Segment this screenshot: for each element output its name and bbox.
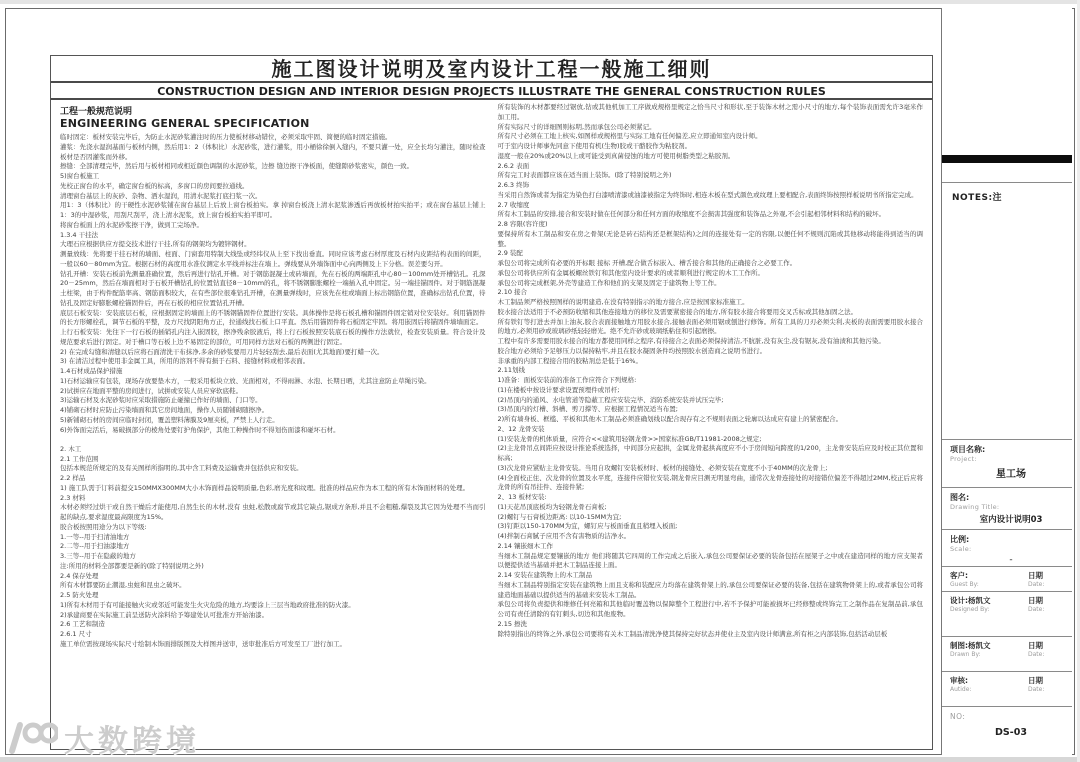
guest-label-en: Guest By: <box>950 581 979 588</box>
drawing-title-section <box>942 488 1072 530</box>
spec-paragraph: 当采用自然饰或者为指定为染色打白漆喷清漆或油漆被指定为终饰时,相连木板在型式颜色或纹理上要相配合,表面终饰按照样板说明书所指定完成。 <box>497 190 918 199</box>
spec-paragraph: 2.6.2 表面 <box>497 161 530 170</box>
spec-paragraph: (1)在楼板中按设计要求设置预埋件或吊杆; <box>497 385 620 394</box>
spec-paragraph: 2、13 板材安装: <box>497 493 547 501</box>
spec-paragraph: 2、12 龙骨安装 <box>497 424 545 433</box>
designed-label-en: Designed By: <box>950 606 990 613</box>
spec-paragraph: 除特别指出的终饰之外,承包公司要将有关木工制品清洗净使其保持完好状态并使业主及室内设计师满意,所有柜之内部装饰,包括活动层板 <box>497 629 888 638</box>
audit-label-cn: 审核: <box>950 676 968 685</box>
spec-paragraph: 1.3.4 干挂法 <box>60 230 99 239</box>
spec-paragraph: 当细木工制品规定要镶嵌的地方 他们将随其它四周的工作完成之后嵌入,承包公司要保证必要的装备包括在屋架子之中或在建造同样的地方应支架者以便提供适当基础并把木工制品连接上面。 <box>497 551 923 570</box>
designed-date-cn: 日期 <box>1028 596 1043 605</box>
spec-paragraph: 木工制品须严格按照图样的说明建造,在没有特别指示的地方接合,应是按国家标准施工。 <box>497 298 749 306</box>
spec-paragraph: 胶合板按照用途分为以下等级: <box>60 522 147 531</box>
spec-paragraph: 3.三等--用于在隐蔽的地方 <box>60 552 136 560</box>
notes-label: NOTES:注 <box>952 193 1003 203</box>
spec-paragraph: 要保持所有木工制品和安在房之骨架(无论是砖石结构还是框架结构)之间的连接处有一定的容限,以便任何不规则沉陷或其他移动将能得到适当的调整。 <box>497 229 923 248</box>
drawing-label-en: Drawing Title: <box>950 503 1000 511</box>
spec-paragraph: 所有尺寸必须在工地上核实,如图样或规格里与实际工地有任何偏差,应立即通知室内设计师。 <box>497 132 762 141</box>
page-edge-top <box>0 0 1080 4</box>
drawn-date-cn: 日期 <box>1028 641 1043 650</box>
scale-value: - <box>1009 555 1013 565</box>
title-block-black-bar <box>942 155 1072 163</box>
spec-paragraph: 临时固定：板材安装完毕后，为防止水泥砂浆灌注时的压力使板材移动错位，必须采取牢固、简便的临时固定措施。 <box>60 133 392 141</box>
spec-paragraph: 承包公司将完成框架,外壳等建造工作和他们的支架及固定于建筑物上等工作。 <box>497 278 721 287</box>
spec-paragraph: 钻孔开槽：安装石板前先测量准确位置，然后再进行钻孔开槽。对于钢筋混凝土或砖墙面，先在石板的两端距孔中心80－100mm处开槽钻孔。孔深20－25mm，然后在墙面相对于石板开槽钻孔的位置钻直径8－10mm的孔，将不锈钢膨胀螺栓一端插入孔中固定。另一端挂锚固件。对于钢筋混凝土柱梁，由于构件配筋率高、钢筋面积较大，在有些部位很难钻孔开槽，在测量弹线时，应该先在柱或墙面上标出钢筋位置，准确标出钻孔位置，待钻孔及固定好膨胀螺栓锚固件后，再在石板的相应位置钻孔开槽。 <box>60 269 486 307</box>
spec-paragraph: 胶水接合法适用于不必预防收缩和其他连接地方的移位及需要紧密接合的地方,所有胶水接合将要用交叉舌标或其他加固之法。 <box>497 307 858 316</box>
designed-date-en: Date: <box>1028 606 1045 613</box>
spec-paragraph: 2.7 收缩度 <box>497 200 530 209</box>
spec-paragraph: 所有木材都要防止潮湿,虫蛀和昆虫之破坏。 <box>60 581 186 590</box>
spec-paragraph: 所有铁钉等打进去并加上油灰,胶合表面接触地方用胶水接合,接触表面必须用锯或刨进行修饰。所有工具的刀刃必须尖利,夹板的表面需要用胶水接合的地方,必须用砂或玻璃砂纸轻轻磨光。绝不允许砂或玻璃纸粘住和引起磨擦。 <box>497 317 923 336</box>
spec-paragraph: 当细木工制品特别指定安装在建筑物上而且支称和装配应力均落在建筑骨架上的,承包公司要保证必要的装备,包括在建筑物骨架上的,或者承包公司将建造地面基础以提供适当的基础来安装木工制品。 <box>497 580 923 599</box>
designed-row <box>942 592 1072 637</box>
spec-paragraph: 承包公司将供应所有金属板螺丝铁钉和其他室内设计要求的或者顺利进行规定的木工工作所。 <box>497 268 764 277</box>
spec-paragraph: 所有装饰的木材都要经过锯放,钻或其他机加工工序做成规格里规定之恰当尺寸和形状,至于装饰木材之需小尺寸的地方,每个装饰表面需允许3毫米作加工用。 <box>497 103 923 121</box>
spec-paragraph: 湿度一般在20%或20%以上或可能受到真菌侵蚀的地方可使用树脂类型之粘胶剂。 <box>497 151 735 160</box>
spec-paragraph: 2.2 样品 <box>60 474 86 482</box>
spec-paragraph: (2)螺钉与石膏板边距离: 以10-15MM为宜; <box>497 512 622 521</box>
scale-section <box>942 530 1072 567</box>
audit-label-en: Autide: <box>950 686 972 693</box>
spec-paragraph: 2.9 装配 <box>497 249 523 258</box>
spec-paragraph: 2.3 材料 <box>60 493 86 502</box>
audit-date-cn: 日期 <box>1028 676 1043 685</box>
spec-paragraph: 包括本规范所规定的及有关图样所指明的,其中含工料费及运输费并包括供应和安装。 <box>60 464 303 473</box>
spec-paragraph: 2. 木工 <box>60 444 82 453</box>
scale-label-en: Scale: <box>950 545 972 553</box>
guest-date-en: Date: <box>1028 581 1045 588</box>
spec-paragraph: 2.6 工艺和制造 <box>60 620 105 629</box>
spec-paragraph: 2.8 容限(容许度) <box>497 220 548 228</box>
guest-date-cn: 日期 <box>1028 571 1043 580</box>
drawing-number-section <box>942 707 1072 755</box>
spec-paragraph: 2.10 接合 <box>497 288 528 297</box>
page-edge-bottom <box>0 757 1080 762</box>
drawing-title: 室内设计说明03 <box>979 515 1043 525</box>
drawn-label-en: Drawn By: <box>950 651 981 658</box>
spec-paragraph: 5)新铺砌石材的房间应临时封闭，覆盖塑料薄膜及9厘夹板，严禁上人行走。 <box>60 415 279 424</box>
drawn-label-cn: 制图:杨凯文 <box>950 641 991 650</box>
spec-paragraph: 先校正窗台的水平，确定窗台板的标高，多窗口的房间要拉通线。 <box>60 181 249 190</box>
spec-paragraph: 所有完工时表面都应该在适当面上装饰。(除了特别说明之外) <box>497 171 672 180</box>
spec-paragraph: 2.6.1 尺寸 <box>60 630 92 638</box>
spec-paragraph: 2.5 防火处理 <box>60 591 99 599</box>
right-column <box>498 103 924 746</box>
spec-paragraph: 3) 在清洁过程中使用非金属工具，所用的溶剂不得有损于石料、接缝材料或相邻表面。 <box>60 357 310 366</box>
audit-date-en: Date: <box>1028 686 1045 693</box>
spec-paragraph: (4)拌制石膏腻子应用不含有害物质的洁净水。 <box>497 532 631 540</box>
sheet-title-cn: 施工图设计说明及室内设计工程一般施工细则 <box>51 56 932 83</box>
spec-paragraph: 承包公司将完成所有必要的开标眼 接标 开槽,配合做舌标嵌入、槽舌接合和其他的正确接合之必要工作。 <box>497 259 797 267</box>
spec-paragraph: 2.14 镶嵌细木工作 <box>497 541 554 550</box>
spec-paragraph: (3)吊顶内的灯槽、斜槽、剪刀撑等、应根据工程情况适当布置; <box>497 405 678 414</box>
guest-row <box>942 567 1072 592</box>
spec-paragraph: 2.11划线 <box>497 366 525 375</box>
spec-paragraph: (1)天花吊顶底板均为轻钢龙骨石膏板; <box>497 502 607 511</box>
spec-paragraph: 底层石板安装：安装底层石板，应根据固定的墙面上的不锈钢锚固件位置进行安装。具体操作是将石板孔槽和锚固件固定销对位安装好。利用锚固件的长方形螺栓孔，调节石板的平整，及方尺找阴阳角方正，拉通线找石板上口平直。然后用锚固件将石板固定牢固。将用嵌固后将锚固件墙墙面定。 <box>60 308 486 327</box>
brand-watermark-text: 大数跨境 <box>64 724 200 759</box>
spec-paragraph: 大理石应根据供应方提交技术进行干挂,所有的钢架均为镀锌钢材。 <box>60 240 251 249</box>
spec-paragraph: (3)钉距以150-170MM为宜，螺钉应与板面垂直且稍埋入板面; <box>497 522 678 531</box>
spec-paragraph: 1)石材运输应有包装，现场存放要垫木方，一般采用板块立放、光面相对，不得雨淋、水泡、长期日晒，尤其注意防止草绳污染。 <box>60 376 431 385</box>
spec-paragraph: 2) 在完成勾缝和清缝以后应将石面清洗干布抹净,多余的砂浆要用刀片轻轻刮去,最后表面(尤其地面)要打蜡一次。 <box>60 347 384 356</box>
spec-paragraph: 胶合地方必须给予足够压力以保持粘牢,并且在胶水凝固条件均按照胶水创造商之说明书进行。 <box>497 346 767 355</box>
spec-paragraph: 工程中有许多需要用胶水接合的地方都使用同样之程序,有待接合之表面必须保持清洁,不肮脏,没有灰尘,没有锯灰,没有油渍和其他污染。 <box>497 337 885 345</box>
drawn-date-en: Date: <box>1028 651 1045 658</box>
spec-paragraph: 用1：3（体积比）的干硬性水泥砂浆铺在窗台基层上后放上窗台板拍实。拿 掉窗台板浇上清水泥浆渗透后再放板材拍实拍平；或在窗台基层上铺上1：3的中湿砂浆，用刮尺刮平，浇上清水泥浆，放上窗台板拍实拍平即可。 <box>60 201 486 219</box>
spec-paragraph: 灌浆：先浇水湿润基面与板材内侧，然后用1：2（体积比）水泥砂浆，进行灌浆，用小桶徐徐倒入缝内，不要只灌一处，应全长均匀灌注，随时检查板材是否因灌浆而外移。 <box>60 142 486 161</box>
spec-paragraph: 所有实际尺寸的详细图则标明,然而承包公司必须紧记。 <box>497 122 656 131</box>
spec-paragraph: 2)所有墙身板、框槛、平板和其他木工制品必须准确划线以配合现存有之不规则表面之轮廓以达成应有建上的紧密配合。 <box>497 415 843 423</box>
sheet-main-frame <box>50 55 933 750</box>
spec-paragraph: 5)窗台板施工 <box>60 172 100 180</box>
scale-label-cn: 比例: <box>950 535 970 544</box>
project-section <box>942 440 1072 488</box>
spec-paragraph: (4)全面校正住、次龙骨的位置及水平度，连接件应错位安装,钢龙骨应目测无明显弯曲，通常次龙骨连接处的对接错位偏差不得超过2MM,校正后应将龙骨的所有吊挂件、连接件紧; <box>497 473 923 492</box>
spec-paragraph: 1)准备：面板安装前的准备工作应符合下列规格: <box>497 376 637 384</box>
spec-paragraph: 2.15 擦洗 <box>497 619 528 628</box>
spec-paragraph: (3)次龙骨应紧贴主龙骨安装。当用自攻螺钉安装板材时、板材的接缝处、必须安装在宽度不小于40MM的次龙骨上; <box>497 463 828 472</box>
designed-label-cn: 设计:杨凯文 <box>950 596 991 605</box>
spec-paragraph: 施工单位需按现场实际尺寸绘制木饰面排版图及大样图并送审，送审批准后方可发至工厂进行加工。 <box>60 639 346 648</box>
spec-paragraph: 2.1 工作范围 <box>60 454 99 463</box>
guest-label-cn: 客户: <box>950 571 968 580</box>
spec-paragraph: 1)所有木材用于有可能接触火灾或邻近可能发生火灾危险的地方,均要涂上三层当地政府批准的防火漆。 <box>60 600 355 609</box>
spec-paragraph: 1.一等--用于扫清油地方 <box>60 532 130 541</box>
spec-paragraph: (2)吊顶内的通风、水电管道等隐蔽工程应安装完毕、消防系统安装并试压完毕; <box>497 395 724 404</box>
spec-paragraph: 木材必须经过烘干或自然干燥后才能使用,自然生长的木材,没有 虫蛀,松散或腐节或其它缺点,锯成方条形,并且不会粗糙,爆裂及其它因为处理不当而引起的缺点,要求湿度最高限度为15%。 <box>60 503 486 521</box>
spec-columns <box>51 100 932 746</box>
spec-paragraph <box>60 435 486 445</box>
drawing-label-cn: 图名: <box>950 493 970 502</box>
spec-paragraph: 1.4石材成品保护措施 <box>60 367 123 375</box>
left-column <box>60 103 486 746</box>
spec-paragraph: 所有木工制品的安排,接合和安装时做在任何部分和任何方面的收缩度不会损害其强度和装饰品之外观,不会引起相邻材料和结构的破坏。 <box>497 210 886 219</box>
project-label-cn: 项目名称: <box>950 445 986 454</box>
spec-paragraph: 2.4 保存处理 <box>60 571 99 580</box>
left-column-heading-en: ENGINEERING GENERAL SPECIFICATION <box>60 117 310 130</box>
spec-paragraph: 3)运输石材及水泥砂浆时应采取措施防止碰撞已作好的墙面、门口等。 <box>60 396 262 405</box>
spec-paragraph: 6)外饰面完活后，易破损部分的棱角处要钉护角保护，其他工种操作时不得划伤面漆和碰坏石材。 <box>60 425 340 434</box>
spec-paragraph: 测量放线：先将要干挂石材的墙面、柱面、门窗套用特制大线坠或经纬仪从上至下找出垂直。同时应该考虑石材厚度及石材内皮距结构表面的间距，一般以60－80mm为宜。根据石材的高度用水准仪测定水平线并标注在墙上。弹线要从外墙饰面中心向两侧及上下分格。误差要匀开。 <box>60 250 486 268</box>
drawing-number: DS-03 <box>995 727 1027 738</box>
spec-paragraph: 2)承建商要在实际施工前呈送防火涂料给予筹建处认可批准方开始油漆。 <box>60 610 269 619</box>
spec-paragraph: (2)主龙骨吊点间距应按设计推论系统选择，中间部分应起拱，金属龙骨起拱高度应不小于房间短向跨度的1/200，主龙骨安装后应及时校正其位置和标高; <box>497 444 923 462</box>
left-column-heading-cn: 工程一般规范说明 <box>60 107 133 117</box>
notes-section <box>942 183 1072 440</box>
drawn-row <box>942 637 1072 672</box>
spec-paragraph: (1)安装龙骨的机体质量，应符合<<建筑用轻钢龙骨>>国家标准GB/T11981-2008之规定; <box>497 434 762 443</box>
spec-paragraph: 上行石板安装：先往下一行石板的插销孔内注入嵌固胶，擦净残余胶液后，将上行石板按照安装底石板的操作方法就位，检查安装质量。符合设计及规范要求后进行固定。对于槽口等石板上边不易固定的部位，可用同样方法对石板的两侧进行固定。 <box>60 328 486 346</box>
spec-paragraph: 可于室内设计师事先同意下使用有机(生物)胶或干酪胶作为粘胶剂。 <box>497 142 692 150</box>
spec-paragraph: 2.14 安装在建筑物上的木工制品 <box>497 571 593 579</box>
spec-paragraph: 1) 施工队需于订料前提交150MMX300MM大小木饰面样品说明质量,色彩,磨光度和纹理。批准的样品应作为本工程的所有木饰面材料的处理。 <box>60 483 470 492</box>
spec-paragraph: 2)试拼应在地面平整的房间进行，试拼或安装人员应穿软底鞋。 <box>60 386 243 395</box>
spec-paragraph: 2.二等--用于扫油漆地方 <box>60 542 130 551</box>
right-column-text <box>498 103 924 639</box>
title-block-gap <box>942 163 1072 183</box>
project-name: 星工场 <box>996 469 1026 480</box>
spec-paragraph: 清理窗台基层上的灰砂、杂物、洒水湿润，用清水泥浆打底扫浆一次。 <box>60 191 262 200</box>
spec-paragraph: 4)铺砌石材时应防止污染墙面和其它房间地面，操作人员随铺砌随擦净。 <box>60 406 269 414</box>
title-block-empty-top <box>942 8 1072 155</box>
drawing-number-label: NO: <box>950 712 966 721</box>
spec-paragraph: 承包公司将负责提供和维修任何亮箱和其他临时覆盖物以保障整个工程进行中,若不予保护可能被损坏已经修整或终饰完工之制作品在复制品前,承包公司有责任清除的有钉刺头,切边和其他废物。 <box>497 600 923 618</box>
spec-paragraph: 2.6.3 终饰 <box>497 181 530 189</box>
spec-paragraph: 擦缝：全部清理完毕，然后用与板材相同或相近颜色调制的水泥砂浆，边擦 缝边擦干净板面，使缝隙砂浆密实，颜色一致。 <box>60 162 414 171</box>
sheet-title-en: CONSTRUCTION DESIGN AND INTERIOR DESIGN PROJECTS ILLUSTRATE THE GENERAL CONSTRUCTION RULES <box>51 83 932 100</box>
project-label-en: Project: <box>950 455 977 463</box>
spec-paragraph: 将窗台板面上的水泥砂浆擦干净，做到工完场净。 <box>60 220 203 229</box>
audit-row <box>942 672 1072 707</box>
left-column-text <box>60 133 486 650</box>
spec-paragraph: 非承重的内部工程接合用的胶粘剂总是低于16%。 <box>497 356 642 365</box>
spec-paragraph: 注:所用的材料全部都要是新的(除了特别说明之外) <box>60 561 204 570</box>
title-block <box>941 8 1072 755</box>
